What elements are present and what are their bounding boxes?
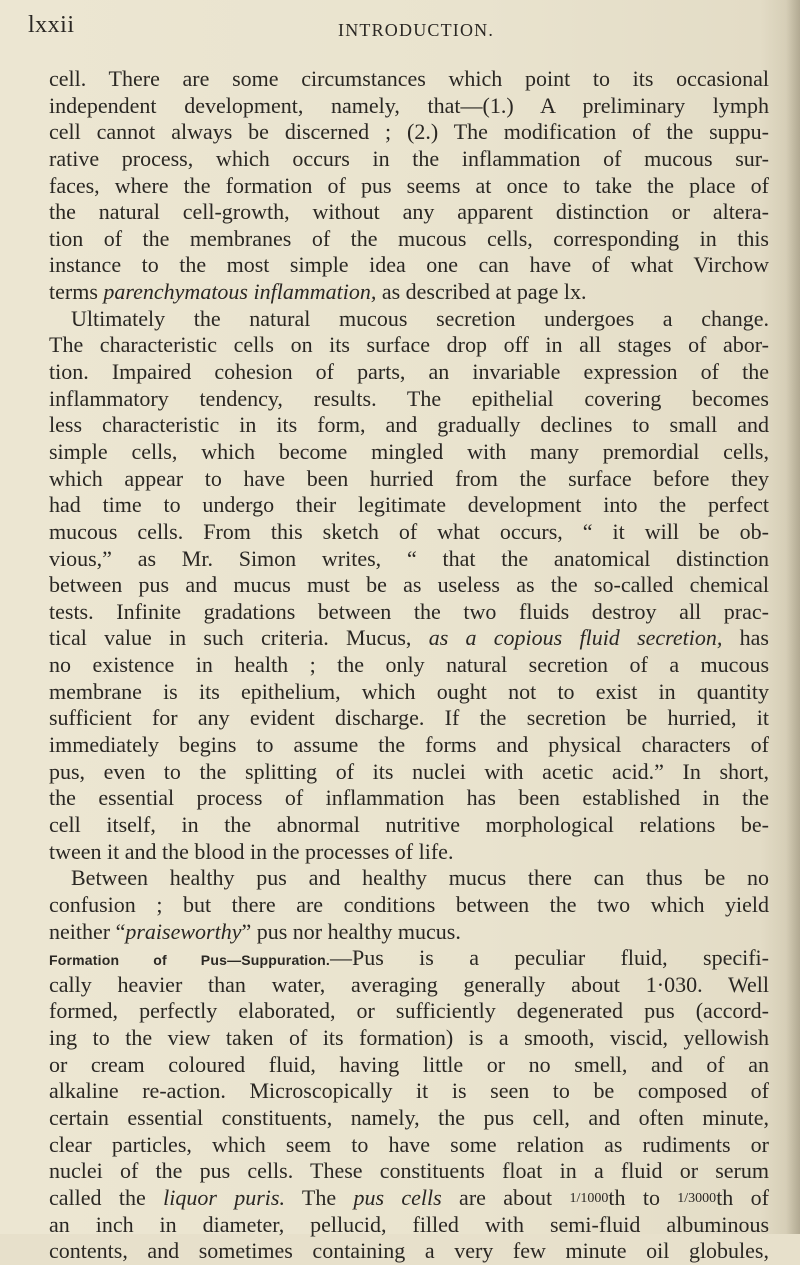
italic-phrase: as a copious fluid secretion, xyxy=(428,625,723,651)
text-run: called the xyxy=(49,1184,164,1210)
text-run: terms xyxy=(49,279,104,305)
text-line: confusion ; but there are conditions between the two which yield xyxy=(49,891,769,917)
section-heading-line xyxy=(49,945,769,972)
text-line: between pus and mucus must be as useless as the so-called chemical xyxy=(49,572,769,598)
text-line: less characteristic in its form, and gradually declines to small and xyxy=(49,412,769,438)
text-line: independent development, namely, that—(1.) A preliminary lymph xyxy=(49,92,769,118)
text-line: the natural cell-growth, without any apparent distinction or altera- xyxy=(49,199,769,225)
text-line: clear particles, which seem to have some relation as rudiments or xyxy=(49,1131,769,1157)
italic-term: praiseworthy xyxy=(125,918,242,944)
text-run: are about xyxy=(441,1184,570,1210)
text-line: alkaline re-action. Microscopically it is seen to be composed of xyxy=(49,1078,769,1104)
text-line: no existence in health ; the only natural secretion of a mucous xyxy=(49,652,769,678)
section-heading: Formation of Pus—Suppuration. xyxy=(49,952,330,969)
paragraph-start-line: Between healthy pus and healthy mucus there can thus be no xyxy=(71,865,769,891)
text-line: simple cells, which become mingled with many premordial cells, xyxy=(49,438,769,464)
text-line: mucous cells. From this sketch of what occurs, “ it will be ob- xyxy=(49,518,769,544)
text-line xyxy=(49,279,769,306)
fraction: 1/1000 xyxy=(569,1190,609,1206)
italic-term: liquor puris. xyxy=(163,1184,285,1210)
text-line: contents, and sometimes containing a very few minute oil globules, xyxy=(49,1238,769,1264)
italic-term: parenchymatous inflammation, xyxy=(103,279,377,305)
text-line: nuclei of the pus cells. These constituents float in a fluid or serum xyxy=(49,1158,769,1184)
text-run: The xyxy=(284,1184,354,1210)
text-line: an inch in diameter, pellucid, filled with semi-fluid albuminous xyxy=(49,1211,769,1237)
text-line xyxy=(49,625,769,652)
text-line: vious,” as Mr. Simon writes, “ that the anatomical distinction xyxy=(49,545,769,571)
body-text xyxy=(49,66,769,1265)
text-line: the essential process of inflammation has been established in the xyxy=(49,785,769,811)
text-line: or cream coloured fluid, having little or no smell, and of an xyxy=(49,1051,769,1077)
text-line: The characteristic cells on its surface drop off in all stages of abor- xyxy=(49,332,769,358)
page-header xyxy=(28,10,770,44)
paragraph-start-line: Ultimately the natural mucous secretion undergoes a change. xyxy=(71,305,769,331)
text-line: cally heavier than water, averaging generally about 1·030. Well xyxy=(49,971,769,997)
page-number: lxxii xyxy=(28,12,75,38)
text-line: had time to undergo their legitimate development into the perfect xyxy=(49,492,769,518)
text-line xyxy=(49,1185,769,1212)
text-line: tion. Impaired cohesion of parts, an invariable expression of the xyxy=(49,359,769,385)
text-run: th of xyxy=(716,1184,769,1210)
text-run: neither “ xyxy=(49,918,126,944)
text-line: ing to the view taken of its formation) is a smooth, viscid, yellowish xyxy=(49,1025,769,1051)
text-line: tween it and the blood in the processes of life. xyxy=(49,838,454,864)
text-line: rative process, which occurs in the inflammation of mucous sur- xyxy=(49,145,769,171)
text-line: membrane is its epithelium, which ought not to exist in quantity xyxy=(49,678,769,704)
text-line: faces, where the formation of pus seems at once to take the place of xyxy=(49,172,769,198)
text-run: tical value in such criteria. Mucus, xyxy=(49,625,429,651)
text-line: tests. Infinite gradations between the two fluids destroy all prac- xyxy=(49,598,769,624)
text-line: certain essential constituents, namely, the pus cell, and often minute, xyxy=(49,1104,769,1130)
text-line: instance to the most simple idea one can have of what Virchow xyxy=(49,252,769,278)
text-run: has xyxy=(722,625,769,651)
fraction: 1/3000 xyxy=(677,1190,717,1206)
running-head: INTRODUCTION. xyxy=(338,20,495,40)
italic-term: pus cells xyxy=(353,1184,442,1210)
text-line: pus, even to the splitting of its nuclei with acetic acid.” In short, xyxy=(49,758,769,784)
text-line: which appear to have been hurried from the surface before they xyxy=(49,465,769,491)
text-run: as described at page lx. xyxy=(376,279,587,305)
text-line: cell cannot always be discerned ; (2.) The modification of the suppu- xyxy=(49,119,769,145)
text-line: immediately begins to assume the forms and physical characters of xyxy=(49,732,769,758)
text-line: formed, perfectly elaborated, or sufficiently degenerated pus (accord- xyxy=(49,998,769,1024)
text-line: tion of the membranes of the mucous cells, corresponding in this xyxy=(49,225,769,251)
text-line: sufficient for any evident discharge. If the secretion be hurried, it xyxy=(49,705,769,731)
text-run: —Pus is a peculiar fluid, specifi- xyxy=(330,945,769,971)
text-line: cell itself, in the abnormal nutritive morphological relations be- xyxy=(49,811,769,837)
text-line: inflammatory tendency, results. The epithelial covering becomes xyxy=(49,385,769,411)
text-line: cell. There are some circumstances which point to its occasional xyxy=(49,66,769,91)
text-line xyxy=(49,919,769,946)
text-run: ” pus nor healthy mucus. xyxy=(241,918,461,944)
page-edge-shadow xyxy=(786,0,800,1234)
text-run: th to xyxy=(608,1184,678,1210)
